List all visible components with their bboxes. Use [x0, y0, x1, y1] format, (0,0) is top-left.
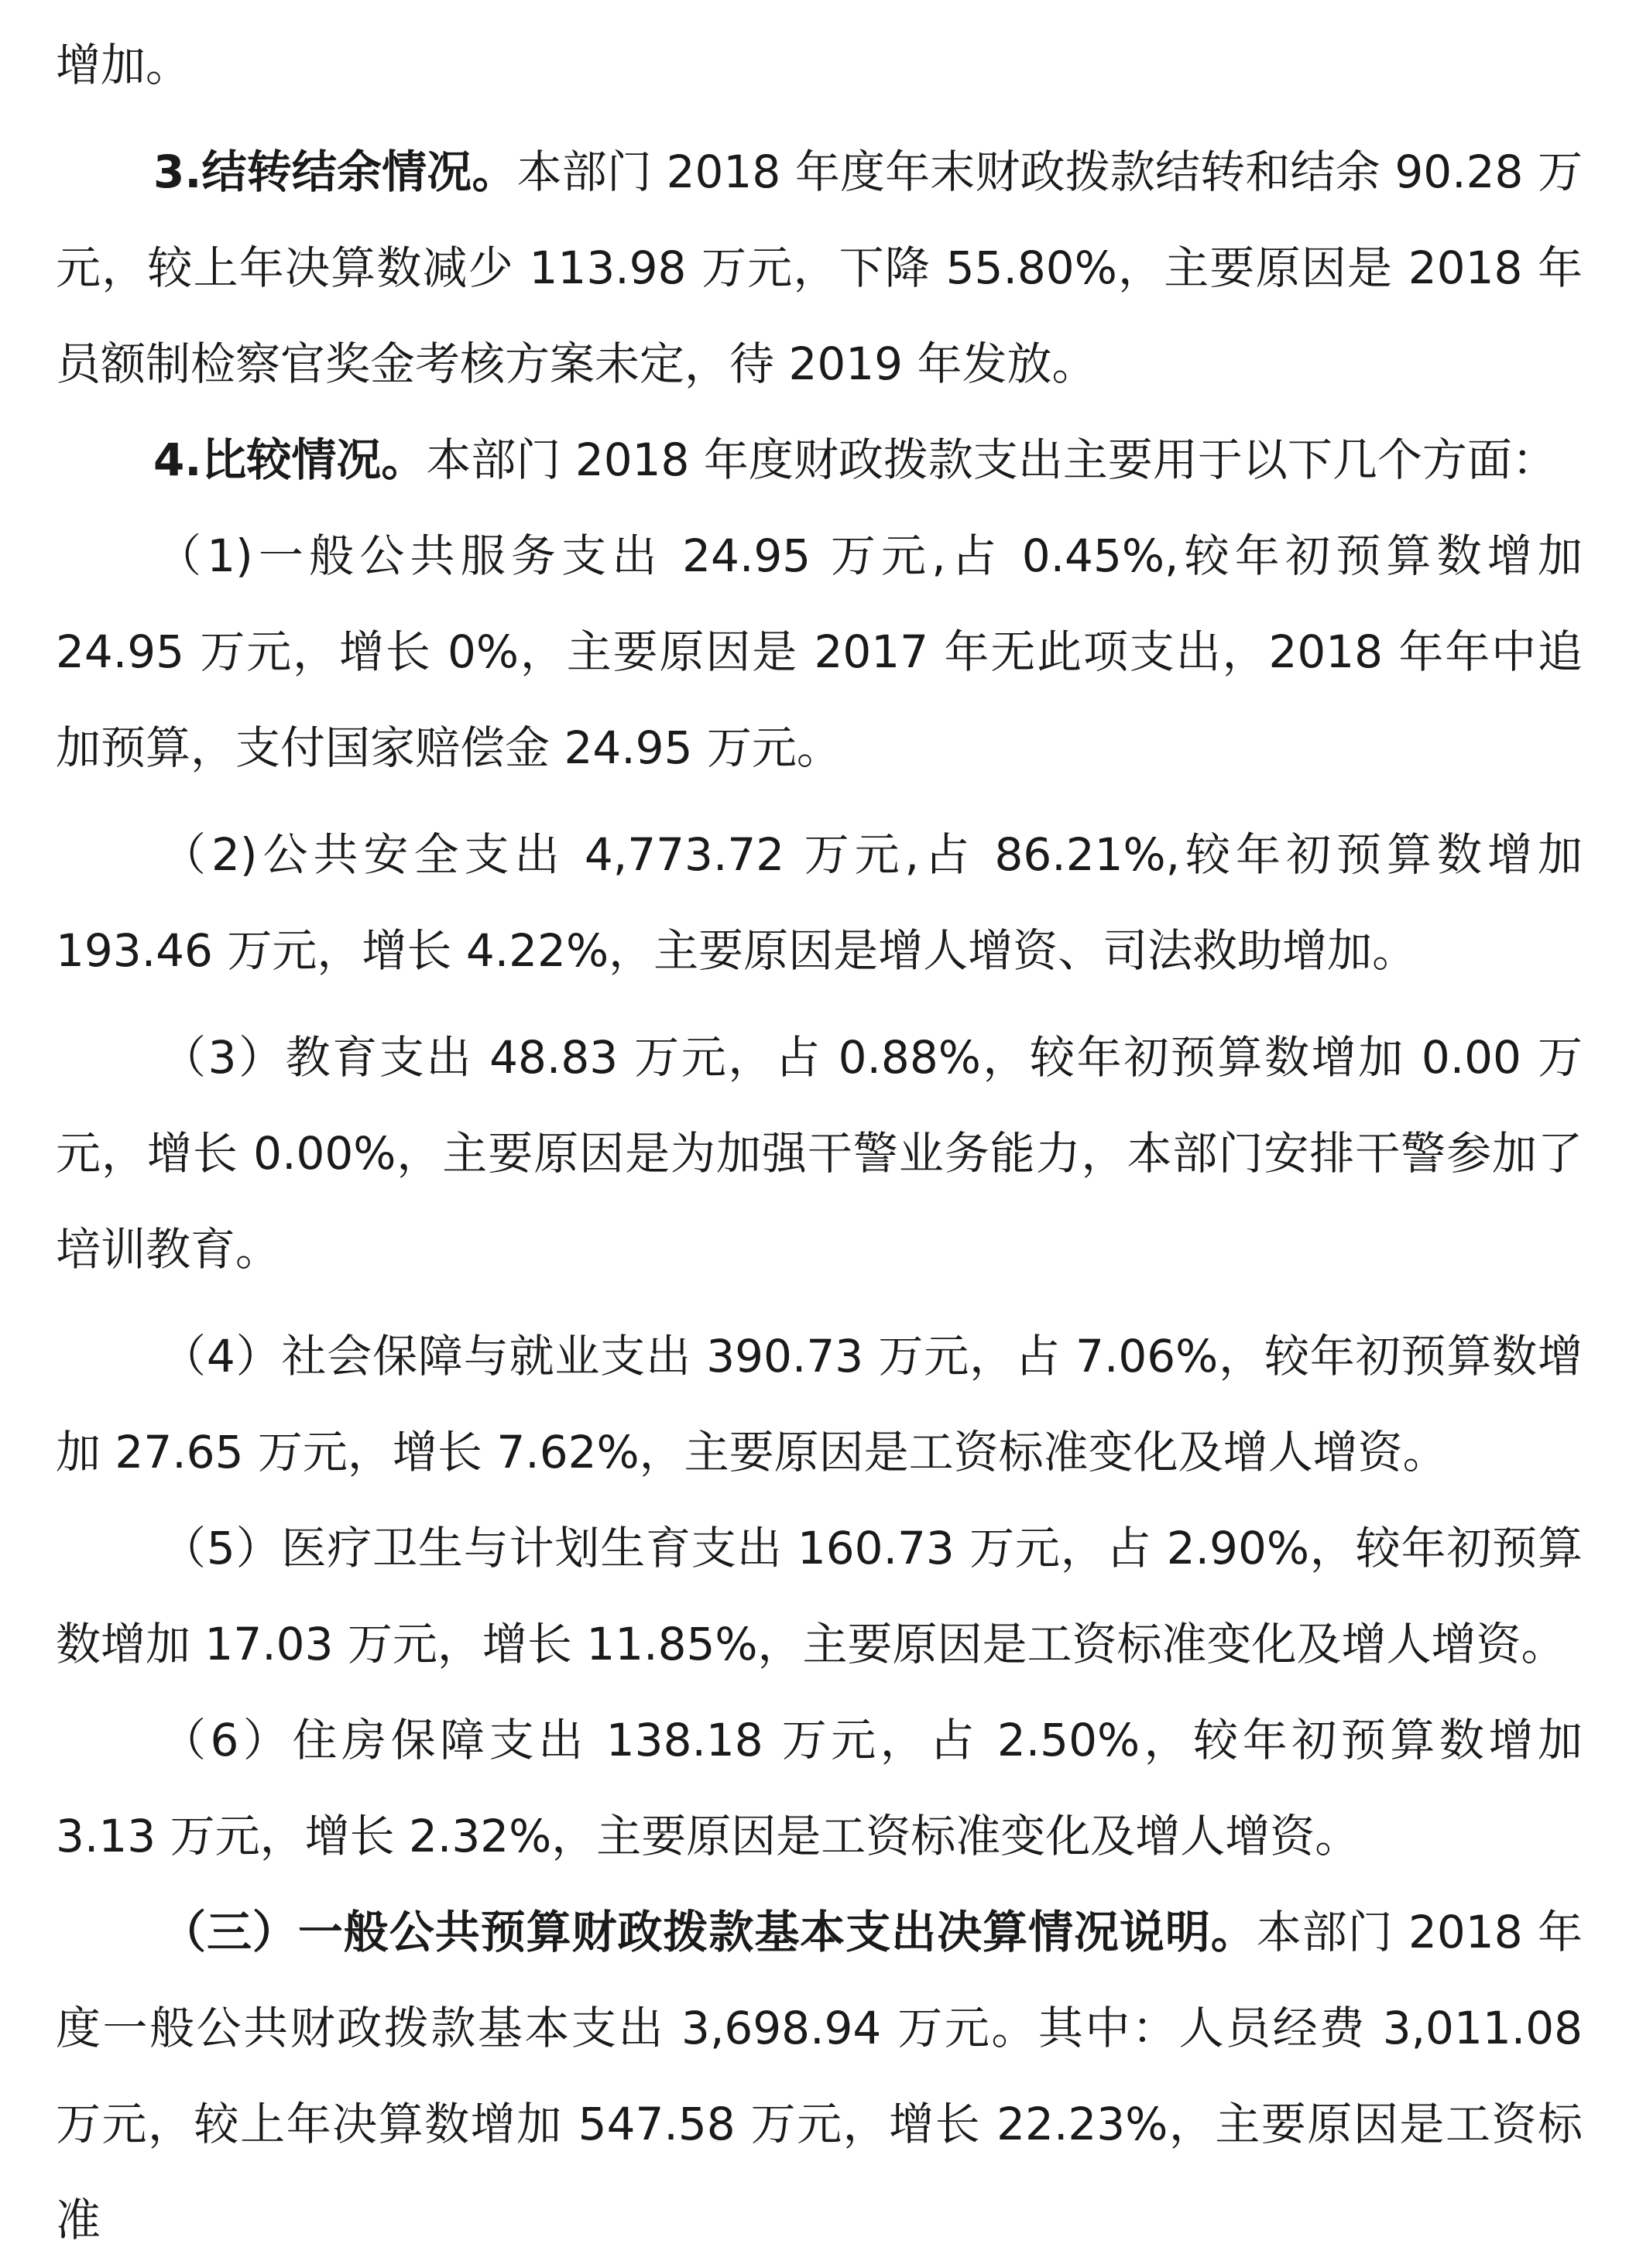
paragraph-carryover-balance [56, 124, 1583, 412]
paragraph-basic-expenditure [56, 1884, 1583, 2268]
paragraph-text: （2)公共安全支出 4,773.72 万元,占 86.21%,较年初预算数增加 193.46 万元，增长 4.22%，主要原因是增人增资、司法救助增加。 [56, 828, 1583, 977]
paragraph-text: （4）社会保障与就业支出 390.73 万元，占 7.06%，较年初预算数增加 27.65 万元，增长 7.62%，主要原因是工资标准变化及增人增资。 [56, 1330, 1583, 1478]
paragraph-continuation [56, 17, 1583, 113]
paragraph-text: 本部门 2018 年度一般公共财政拨款基本支出 3,698.94 万元。其中：人员经费 3,011.08 万元，较上年决算数增加 547.58 万元，增长 22.23%，主要原因是工资标准 [56, 1906, 1583, 2246]
paragraph-text: （6）住房保障支出 138.18 万元，占 2.50%，较年初预算数增加 3.13 万元，增长 2.32%，主要原因是工资标准变化及增人增资。 [56, 1714, 1583, 1862]
paragraph-item-2 [56, 807, 1583, 999]
paragraph-heading: （三）一般公共预算财政拨款基本支出决算情况说明。 [161, 1906, 1257, 1958]
document-page [56, 17, 1583, 2268]
paragraph-item-1 [56, 508, 1583, 796]
paragraph-comparison [56, 412, 1583, 508]
paragraph-text: （1)一般公共服务支出 24.95 万元,占 0.45%,较年初预算数增加 24.95 万元，增长 0%，主要原因是 2017 年无此项支出，2018 年年中追加预算，支付国家赔偿金 24.95 万元。 [56, 529, 1583, 774]
paragraph-text: 本部门 2018 年度财政拨款支出主要用于以下几个方面： [426, 433, 1557, 486]
paragraph-text: （3）教育支出 48.83 万元，占 0.88%，较年初预算数增加 0.00 万元，增长 0.00%，主要原因是为加强干警业务能力，本部门安排干警参加了培训教育。 [56, 1031, 1583, 1276]
paragraph-text: 本部门 2018 年度年末财政拨款结转和结余 90.28 万元，较上年决算数减少 113.98 万元，下降 55.80%，主要原因是 2018 年员额制检察官奖金考核方案未定，待 2019 年发放。 [56, 146, 1583, 390]
paragraph-item-4 [56, 1308, 1583, 1500]
paragraph-heading: 4.比较情况。 [153, 433, 427, 486]
paragraph-item-5 [56, 1500, 1583, 1692]
paragraph-item-3 [56, 1009, 1583, 1297]
paragraph-text: （5）医疗卫生与计划生育支出 160.73 万元，占 2.90%，较年初预算数增加 17.03 万元，增长 11.85%，主要原因是工资标准变化及增人增资。 [56, 1522, 1583, 1670]
paragraph-text: 增加。 [56, 39, 191, 91]
paragraph-item-6 [56, 1692, 1583, 1884]
paragraph-heading: 3.结转结余情况。 [153, 146, 517, 198]
